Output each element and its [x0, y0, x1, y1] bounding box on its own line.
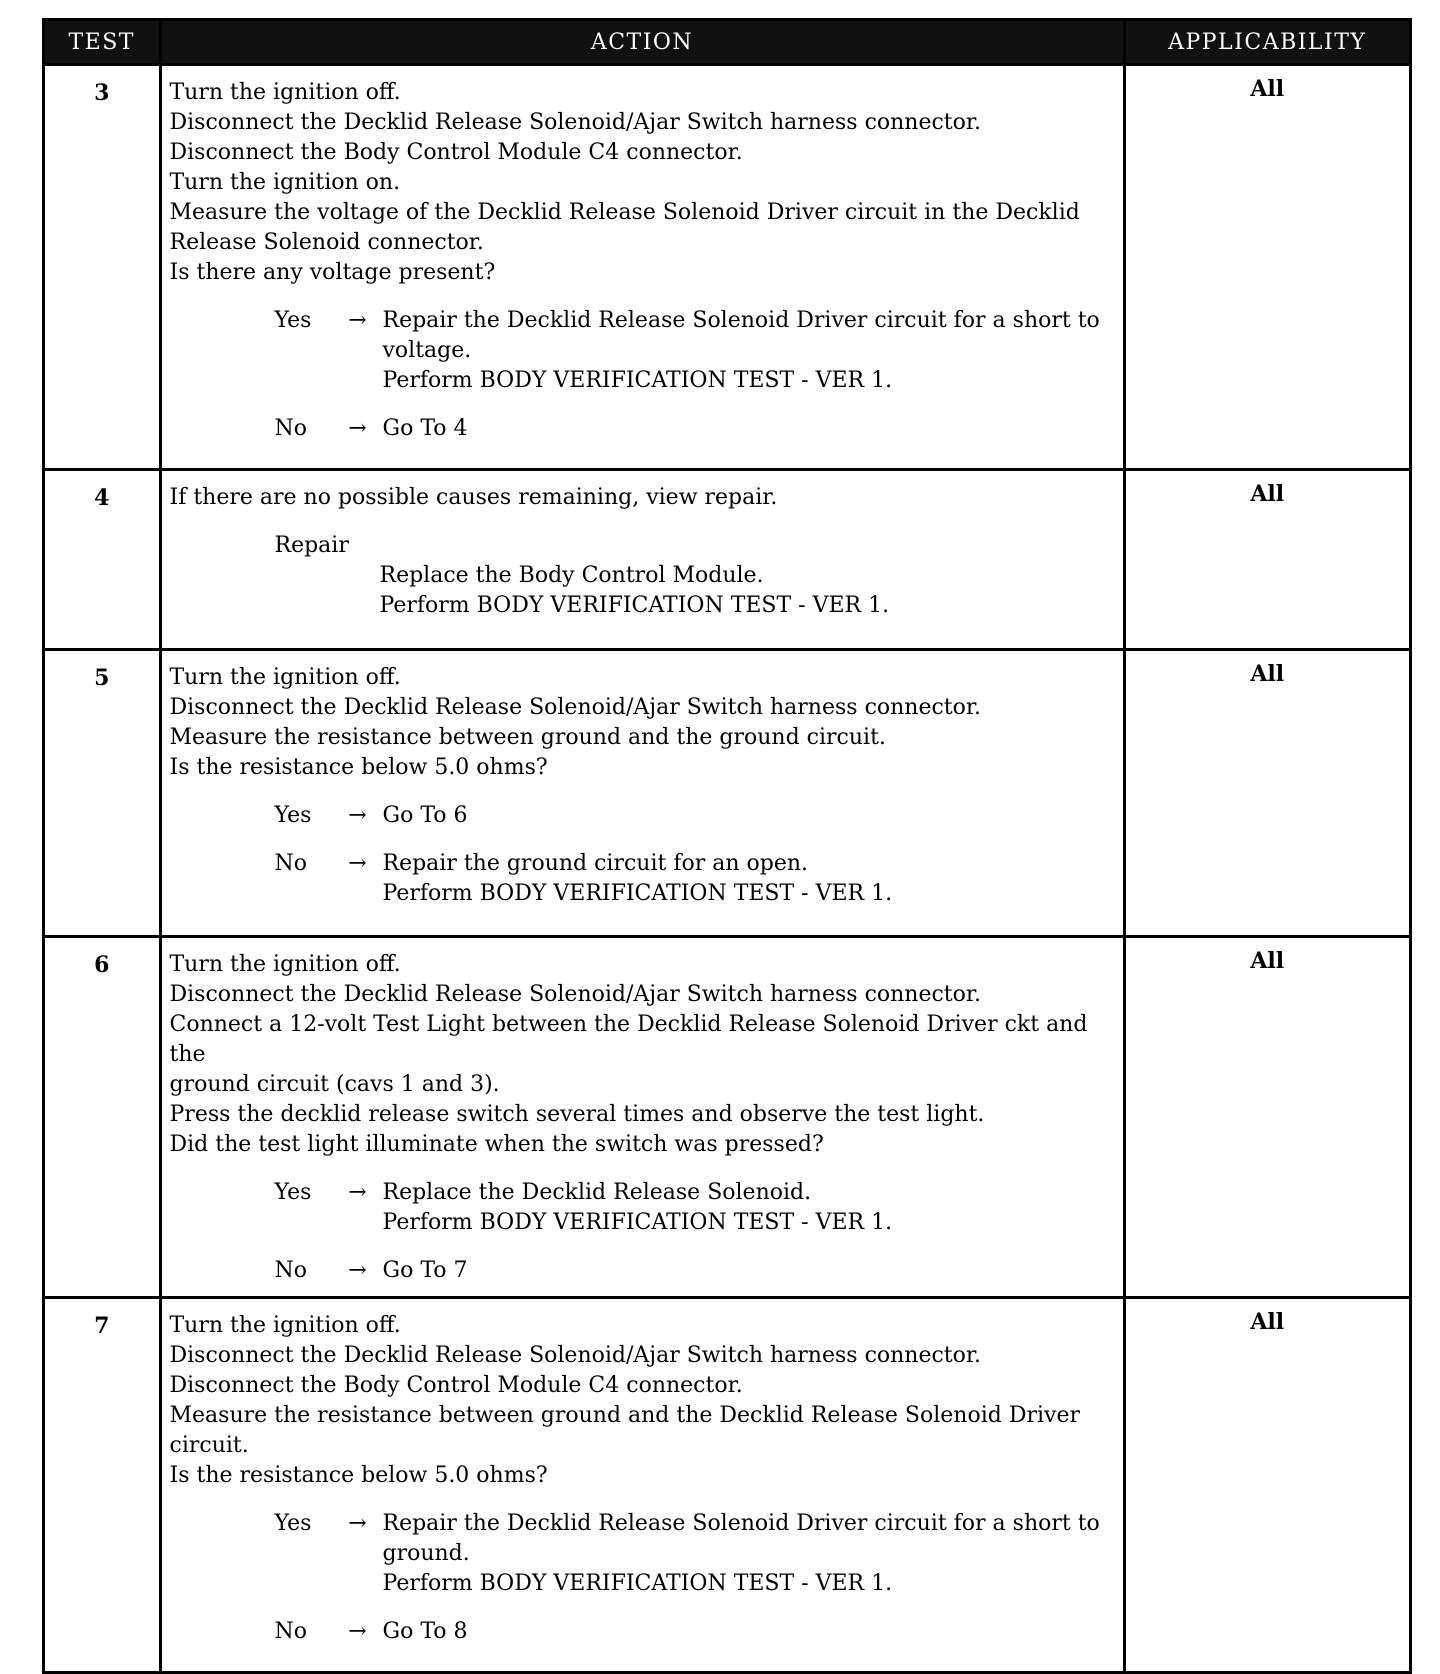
action-line: Turn the ignition off. — [169, 665, 401, 690]
no-branch — [170, 1617, 1115, 1647]
result-line: Repair the Decklid Release Solenoid Driver circuit for a short to — [382, 308, 1100, 333]
result-line: Go To 8 — [382, 1619, 468, 1644]
no-result — [383, 849, 1115, 909]
test-number: 5 — [45, 650, 160, 937]
action-line: Turn the ignition on. — [169, 170, 401, 195]
arrow-icon: → — [348, 1258, 367, 1283]
no-result — [383, 1256, 1115, 1286]
result-line: Perform BODY VERIFICATION TEST - VER 1. — [382, 1571, 893, 1596]
action-line: Disconnect the Decklid Release Solenoid/Ajar Switch harness connector. — [169, 1343, 981, 1368]
no-branch — [170, 849, 1115, 909]
test-number: 7 — [45, 1298, 160, 1672]
action-cell — [160, 65, 1124, 470]
result-line: Perform BODY VERIFICATION TEST - VER 1. — [382, 881, 893, 906]
applicability-value: All — [1124, 65, 1409, 470]
action-line: Turn the ignition off. — [169, 1313, 401, 1338]
action-line: Is there any voltage present? — [169, 260, 496, 285]
repair-block — [170, 531, 1115, 621]
no-label: No — [274, 1258, 307, 1283]
table-row — [45, 937, 1409, 1298]
yes-result — [383, 801, 1115, 831]
action-line: Disconnect the Decklid Release Solenoid/Ajar Switch harness connector. — [169, 695, 981, 720]
action-cell — [160, 1298, 1124, 1672]
result-line: Replace the Decklid Release Solenoid. — [382, 1180, 812, 1205]
table-header-row — [45, 21, 1409, 65]
action-line: Turn the ignition off. — [169, 80, 401, 105]
action-line: Measure the resistance between ground and the Decklid Release Solenoid Driver — [169, 1403, 1080, 1428]
repair-label: Repair — [274, 533, 349, 558]
no-label: No — [274, 1619, 307, 1644]
yes-branch — [170, 801, 1115, 831]
repair-line: Perform BODY VERIFICATION TEST - VER 1. — [379, 593, 890, 618]
repair-line: Replace the Body Control Module. — [379, 563, 764, 588]
result-line: Perform BODY VERIFICATION TEST - VER 1. — [382, 1210, 893, 1235]
action-line: Release Solenoid connector. — [169, 230, 484, 255]
diagnostic-table-sheet — [42, 18, 1412, 1674]
header-applicability: APPLICABILITY — [1124, 21, 1409, 65]
applicability-value: All — [1124, 937, 1409, 1298]
header-test: TEST — [45, 21, 160, 65]
arrow-icon: → — [348, 308, 367, 333]
no-branch — [170, 1256, 1115, 1286]
action-line: If there are no possible causes remaining, view repair. — [169, 485, 778, 510]
result-line: voltage. — [382, 338, 472, 363]
test-number: 3 — [45, 65, 160, 470]
yes-result — [383, 1178, 1115, 1238]
action-line: circuit. — [169, 1433, 249, 1458]
action-line: Disconnect the Decklid Release Solenoid/Ajar Switch harness connector. — [169, 110, 981, 135]
no-result — [383, 414, 1115, 444]
yes-label: Yes — [274, 1180, 312, 1205]
arrow-icon: → — [348, 1180, 367, 1205]
arrow-icon: → — [348, 851, 367, 876]
test-number: 6 — [45, 937, 160, 1298]
action-line: Is the resistance below 5.0 ohms? — [169, 755, 548, 780]
action-line: Connect a 12-volt Test Light between the Decklid Release Solenoid Driver ckt and the — [169, 1012, 1095, 1067]
arrow-icon: → — [348, 416, 367, 441]
action-line: ground circuit (cavs 1 and 3). — [169, 1072, 500, 1097]
action-line: Disconnect the Body Control Module C4 connector. — [169, 1373, 743, 1398]
test-number: 4 — [45, 470, 160, 650]
action-line: Did the test light illuminate when the switch was pressed? — [169, 1132, 824, 1157]
action-line: Disconnect the Decklid Release Solenoid/Ajar Switch harness connector. — [169, 982, 981, 1007]
arrow-icon: → — [348, 1619, 367, 1644]
action-cell — [160, 937, 1124, 1298]
arrow-icon: → — [348, 803, 367, 828]
result-line: Repair the Decklid Release Solenoid Driver circuit for a short to — [382, 1511, 1100, 1536]
diagnostic-test-table — [45, 21, 1409, 1671]
result-line: Go To 6 — [382, 803, 468, 828]
applicability-value: All — [1124, 1298, 1409, 1672]
table-row — [45, 470, 1409, 650]
applicability-value: All — [1124, 650, 1409, 937]
table-row — [45, 1298, 1409, 1672]
table-row — [45, 65, 1409, 470]
yes-label: Yes — [274, 1511, 312, 1536]
header-action: ACTION — [160, 21, 1124, 65]
result-line: Go To 4 — [382, 416, 468, 441]
action-line: Measure the voltage of the Decklid Release Solenoid Driver circuit in the Decklid — [169, 200, 1080, 225]
table-row — [45, 650, 1409, 937]
action-line: Press the decklid release switch several times and observe the test light. — [169, 1102, 985, 1127]
no-result — [383, 1617, 1115, 1647]
result-line: Repair the ground circuit for an open. — [382, 851, 809, 876]
action-cell — [160, 470, 1124, 650]
action-line: Measure the resistance between ground and the ground circuit. — [169, 725, 886, 750]
action-line: Turn the ignition off. — [169, 952, 401, 977]
result-line: ground. — [382, 1541, 470, 1566]
no-branch — [170, 414, 1115, 444]
applicability-value: All — [1124, 470, 1409, 650]
no-label: No — [274, 851, 307, 876]
arrow-icon: → — [348, 1511, 367, 1536]
yes-branch — [170, 1509, 1115, 1599]
yes-label: Yes — [274, 803, 312, 828]
yes-result — [383, 1509, 1115, 1599]
result-line: Go To 7 — [382, 1258, 468, 1283]
result-line: Perform BODY VERIFICATION TEST - VER 1. — [382, 368, 893, 393]
yes-branch — [170, 306, 1115, 396]
action-line: Disconnect the Body Control Module C4 connector. — [169, 140, 743, 165]
action-cell — [160, 650, 1124, 937]
no-label: No — [274, 416, 307, 441]
yes-branch — [170, 1178, 1115, 1238]
yes-result — [383, 306, 1115, 396]
yes-label: Yes — [274, 308, 312, 333]
action-line: Is the resistance below 5.0 ohms? — [169, 1463, 548, 1488]
